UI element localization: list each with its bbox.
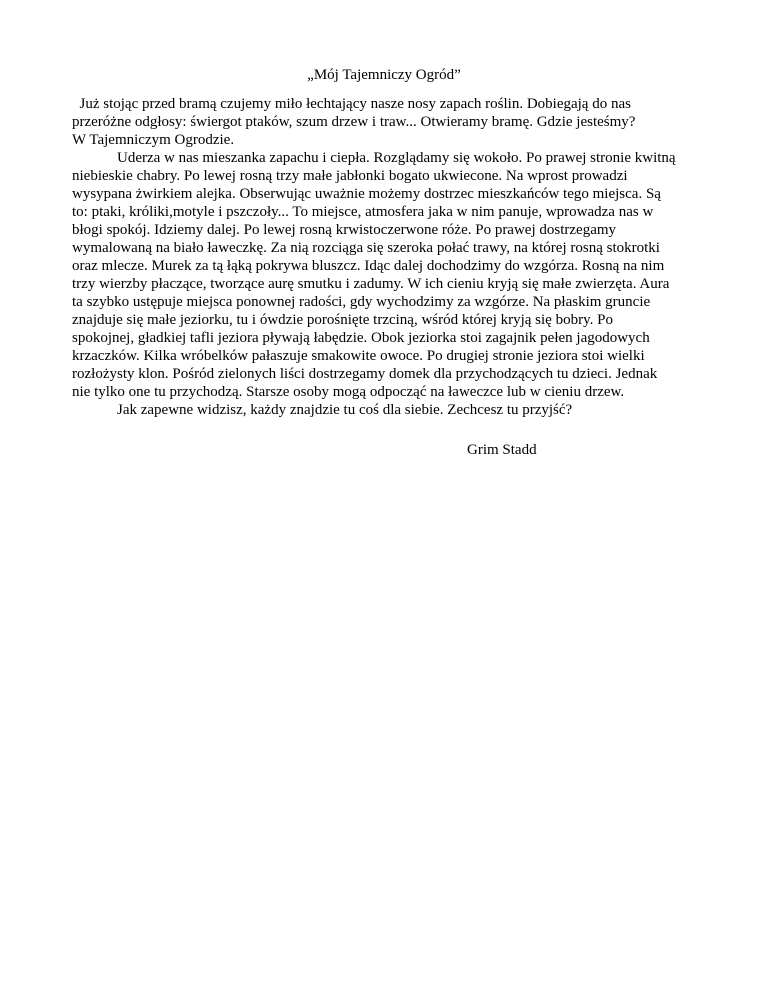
text-line: znajduje się małe jeziorku, tu i ówdzie porośnięte trzciną, wśród której kryją się bobry. Po [72, 312, 613, 328]
text-line: wysypana żwirkiem alejka. Obserwując uważnie możemy dostrzec mieszkańców tego miejsca. Są [72, 186, 661, 202]
text-line: rozłożysty klon. Pośród zielonych liści dostrzegamy domek dla przychodzących tu dzieci. Jednak [72, 366, 658, 382]
text-line: krzaczków. Kilka wróbelków pałaszuje smakowite owoce. Po drugiej stronie jeziora stoi wielki [72, 348, 645, 364]
text-line: ta szybko ustępuje miejsca ponownej radości, gdy wychodzimy za wzgórze. Na płaskim gruncie [72, 294, 651, 310]
text-line: oraz mlecze. Murek za tą łąką pokrywa bluszcz. Idąc dalej dochodzimy do wzgórza. Rosną na nim [72, 258, 665, 274]
author-signature: Grim Stadd [467, 442, 537, 458]
text-line: Jak zapewne widzisz, każdy znajdzie tu coś dla siebie. Zechcesz tu przyjść? [72, 402, 573, 418]
text-line: nie tylko one tu przychodzą. Starsze osoby mogą odpocząć na ławeczce lub w cieniu drzew. [72, 384, 625, 400]
text-line: błogi spokój. Idziemy dalej. Po lewej rosną krwistoczerwone róże. Po prawej dostrzegamy [72, 222, 617, 238]
text-line: spokojnej, gładkiej tafli jeziora pływają łabędzie. Obok jeziorka stoi zagajnik pełen jagodowych [72, 330, 650, 346]
text-line: Już stojąc przed bramą czujemy miło łechtający nasze nosy zapach roślin. Dobiegają do nas [72, 96, 631, 112]
text-line: przeróżne odgłosy: świergot ptaków, szum drzew i traw... Otwieramy bramę. Gdzie jesteśmy? [72, 114, 636, 130]
text-line: wymalowaną na biało ławeczkę. Za nią rozciąga się szeroka połać trawy, na której rosną stokrotki [72, 240, 660, 256]
text-line: trzy wierzby płaczące, tworzące aurę smutku i zadumy. W ich cieniu kryją się małe zwierzęta. Aura [72, 276, 670, 292]
document-body [72, 95, 712, 419]
text-line: to: ptaki, króliki,motyle i pszczoły... To miejsce, atmosfera jaka w nim panuje, wprowadza nas w [72, 204, 654, 220]
text-line: niebieskie chabry. Po lewej rosną trzy małe jabłonki bogato ukwiecone. Na wprost prowadzi [72, 168, 628, 184]
text-line: Uderza w nas mieszanka zapachu i ciepła. Rozglądamy się wokoło. Po prawej stronie kwitną [72, 150, 676, 166]
text-line: W Tajemniczym Ogrodzie. [72, 132, 235, 148]
document-title: „Mój Tajemniczy Ogród” [307, 67, 461, 83]
